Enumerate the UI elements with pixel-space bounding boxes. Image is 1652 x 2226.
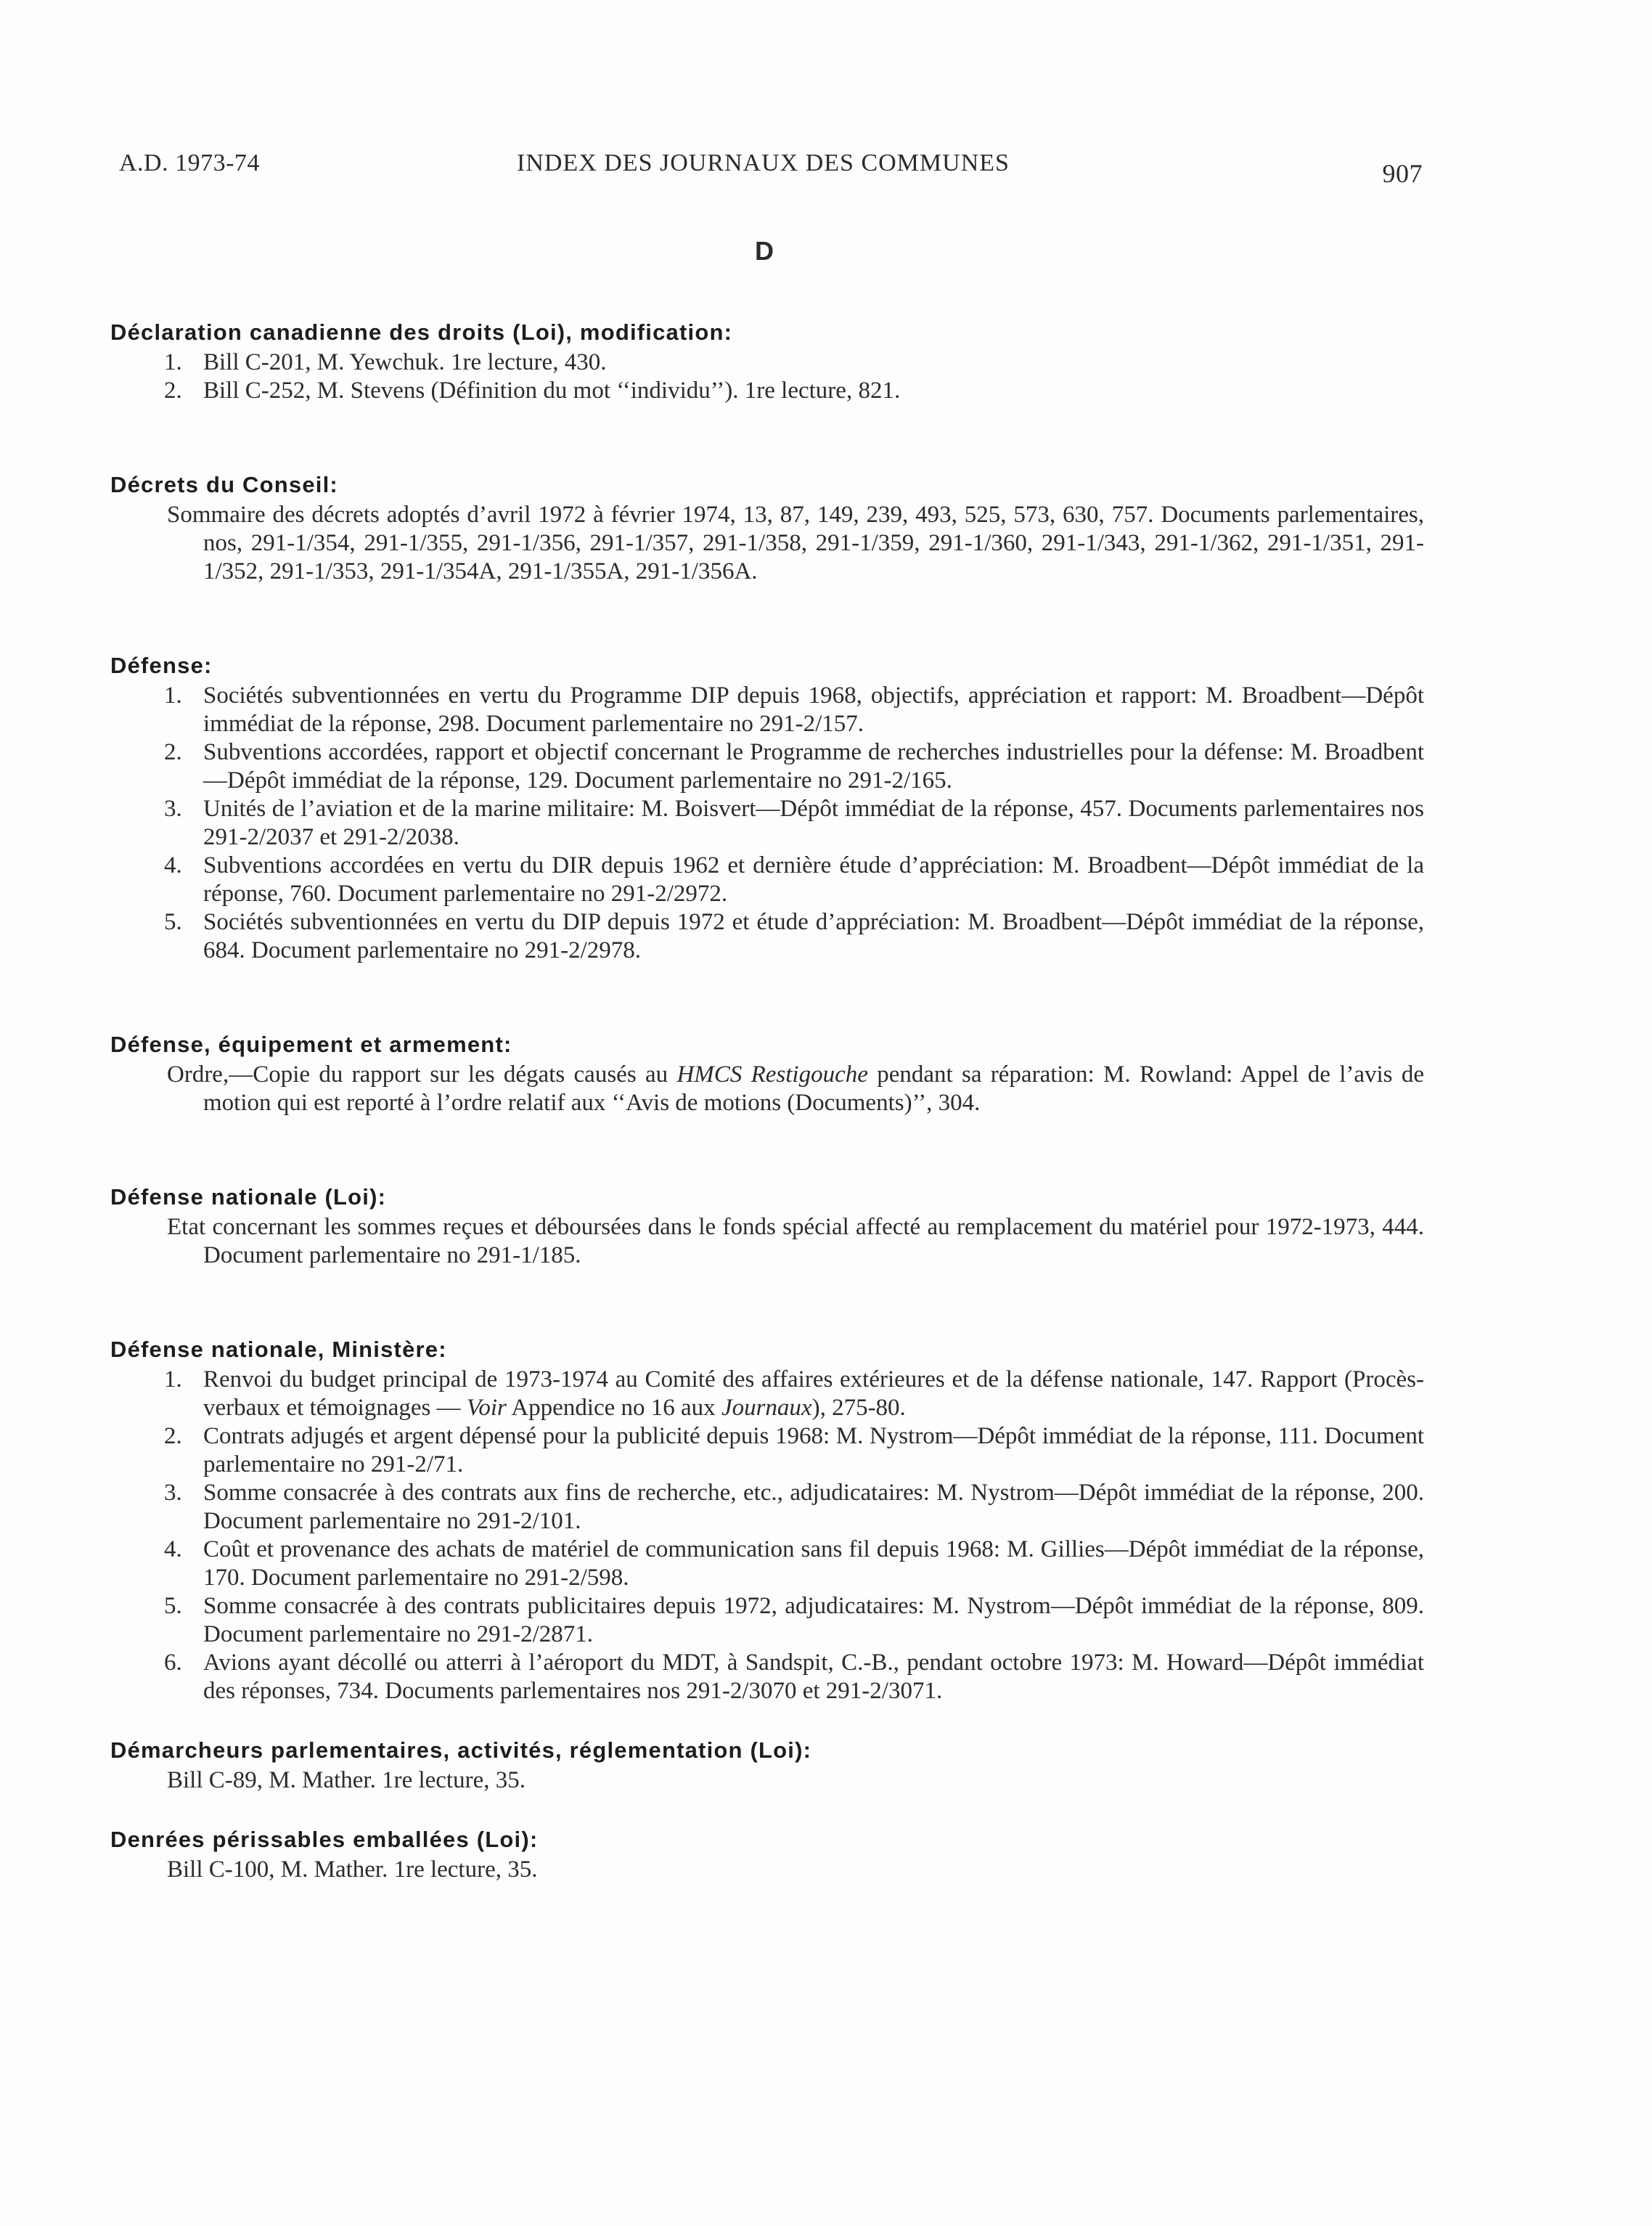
index-entry xyxy=(110,1337,1424,1705)
entry-items xyxy=(110,348,1424,405)
index-entry xyxy=(110,1184,1424,1270)
item-text: Bill C-252, M. Stevens (Définition du mot ‘‘individu’’). 1re lecture, 821. xyxy=(203,378,901,404)
index-entry xyxy=(110,653,1424,965)
item-number: 5. xyxy=(164,909,182,935)
item-text: Bill C-201, M. Yewchuk. 1re lecture, 430. xyxy=(203,349,607,375)
item-text: Coût et provenance des achats de matériel de communication sans fil depuis 1968: M. Gillies—Dépôt immédiat de la réponse, 170. Document parlementaire no 291-2/598. xyxy=(203,1536,1424,1591)
entry-heading: Denrées périssables emballées (Loi): xyxy=(110,1827,539,1852)
list-item xyxy=(110,1422,1424,1479)
item-text: Sociétés subventionnées en vertu du Programme DIP depuis 1968, objectifs, appréciation et rapport: M. Broadbent—Dépôt immédiat de la réponse, 298. Document parlementaire no 291-2/157. xyxy=(203,682,1424,737)
entry-heading: Défense nationale (Loi): xyxy=(110,1184,387,1210)
entry-body: Bill C-100, M. Mather. 1re lecture, 35. xyxy=(167,1856,538,1883)
entry-heading: Défense, équipement et armement: xyxy=(110,1032,512,1057)
body-text: Ordre,—Copie du rapport sur les dégats causés au xyxy=(167,1061,677,1088)
item-number: 4. xyxy=(164,1536,182,1562)
item-number: 5. xyxy=(164,1593,182,1619)
entry-heading: Défense nationale, Ministère: xyxy=(110,1337,447,1362)
item-text: Subventions accordées en vertu du DIR depuis 1962 et dernière étude d’appréciation: M. Broadbent—Dépôt immédiat de la réponse, 760. Document parlementaire no 291-2/2972. xyxy=(203,852,1424,907)
list-item xyxy=(110,348,1424,377)
item-text-italic: Voir xyxy=(466,1395,507,1421)
header-year: A.D. 1973-74 xyxy=(119,150,260,176)
entry-body: Etat concernant les sommes reçues et déboursées dans le fonds spécial affecté au remplacement du matériel pour 1972-1973, 444. Document parlementaire no 291-1/185. xyxy=(167,1214,1424,1268)
index-entry xyxy=(110,472,1424,586)
item-text: Unités de l’aviation et de la marine militaire: M. Boisvert—Dépôt immédiat de la réponse, 457. Documents parlementaires nos 291-2/2037 et 291-2/2038. xyxy=(203,796,1424,850)
index-entry xyxy=(110,1737,1424,1795)
running-head xyxy=(119,150,1423,186)
list-item xyxy=(110,682,1424,738)
item-text: Subventions accordées, rapport et objectif concernant le Programme de recherches industrielles pour la défense: M. Broadbent—Dépôt immédiat de la réponse, 129. Document parlementaire no 291-2/165. xyxy=(203,739,1424,794)
entry-body: Bill C-89, M. Mather. 1re lecture, 35. xyxy=(167,1767,526,1793)
item-text: Renvoi du budget principal de 1973-1974 au Comité des affaires extérieures et de la défense nationale, 147. Rapport (Procès-verbaux et témoignages — xyxy=(203,1366,1424,1421)
item-number: 1. xyxy=(164,682,182,709)
item-number: 4. xyxy=(164,852,182,878)
entry-items xyxy=(110,1366,1424,1705)
item-text: Avions ayant décollé ou atterri à l’aéroport du MDT, à Sandspit, C.-B., pendant octobre 1973: M. Howard—Dépôt immédiat des réponses, 734. Documents parlementaires nos 291-2/3070 et 291-2/3071. xyxy=(203,1650,1424,1704)
item-text: Appendice no 16 aux xyxy=(506,1395,721,1421)
page-number: 907 xyxy=(1382,159,1423,188)
item-number: 3. xyxy=(164,796,182,822)
list-item xyxy=(110,738,1424,795)
list-item xyxy=(110,1479,1424,1536)
list-item xyxy=(110,852,1424,908)
item-text-italic: Journaux xyxy=(721,1395,812,1421)
entry-heading: Défense: xyxy=(110,653,213,678)
item-number: 6. xyxy=(164,1650,182,1676)
list-item xyxy=(110,1536,1424,1592)
entry-body: Sommaire des décrets adoptés d’avril 1972 à février 1974, 13, 87, 149, 239, 493, 525, 573, 630, 757. Documents parlementaires, nos, 291-1/354, 291-1/355, 291-1/356, 291-1/357, 291-1/358, 291-1/359, 291-1/360, 291-1/343, 291-1/362, 291-1/351, 291-1/352, 291-1/353, 291-1/354A, 291-1/355A, 291-1/356A. xyxy=(167,502,1424,584)
body-text: pendant sa réparation: M. Rowland: Appel de l’avis de motion qui est reporté à l’ordre relatif aux ‘‘Avis de motions (Documents)’’, 304. xyxy=(203,1061,1424,1116)
item-number: 2. xyxy=(164,739,182,765)
item-number: 3. xyxy=(164,1480,182,1506)
list-item xyxy=(110,377,1424,405)
item-number: 1. xyxy=(164,1366,182,1393)
list-item xyxy=(110,795,1424,852)
index-entry xyxy=(110,1032,1424,1117)
list-item xyxy=(110,1592,1424,1649)
item-number: 2. xyxy=(164,378,182,404)
item-number: 1. xyxy=(164,349,182,375)
entry-heading: Démarcheurs parlementaires, activités, réglementation (Loi): xyxy=(110,1737,812,1763)
entry-heading: Déclaration canadienne des droits (Loi), modification: xyxy=(110,319,733,345)
index-entries xyxy=(110,319,1424,1916)
item-number: 2. xyxy=(164,1423,182,1449)
entry-body xyxy=(110,1061,1424,1117)
list-item xyxy=(110,1366,1424,1422)
item-text: ), 275-80. xyxy=(811,1395,906,1421)
list-item xyxy=(110,908,1424,965)
index-entry xyxy=(110,319,1424,405)
section-letter: D xyxy=(755,236,774,266)
entry-heading: Décrets du Conseil: xyxy=(110,472,338,497)
item-text: Sociétés subventionnées en vertu du DIP depuis 1972 et étude d’appréciation: M. Broadbent—Dépôt immédiat de la réponse, 684. Document parlementaire no 291-2/2978. xyxy=(203,909,1424,963)
entry-items xyxy=(110,682,1424,965)
item-text: Contrats adjugés et argent dépensé pour la publicité depuis 1968: M. Nystrom—Dépôt immédiat de la réponse, 111. Document parlementaire no 291-2/71. xyxy=(203,1423,1424,1477)
item-text: Somme consacrée à des contrats aux fins de recherche, etc., adjudicataires: M. Nystrom—Dépôt immédiat de la réponse, 200. Document parlementaire no 291-2/101. xyxy=(203,1480,1424,1534)
header-title: INDEX DES JOURNAUX DES COMMUNES xyxy=(517,150,1010,176)
ship-name: HMCS Restigouche xyxy=(676,1061,868,1088)
index-entry xyxy=(110,1827,1424,1884)
list-item xyxy=(110,1649,1424,1705)
item-text: Somme consacrée à des contrats publicitaires depuis 1972, adjudicataires: M. Nystrom—Dépôt immédiat de la réponse, 809. Document parlementaire no 291-2/2871. xyxy=(203,1593,1424,1647)
